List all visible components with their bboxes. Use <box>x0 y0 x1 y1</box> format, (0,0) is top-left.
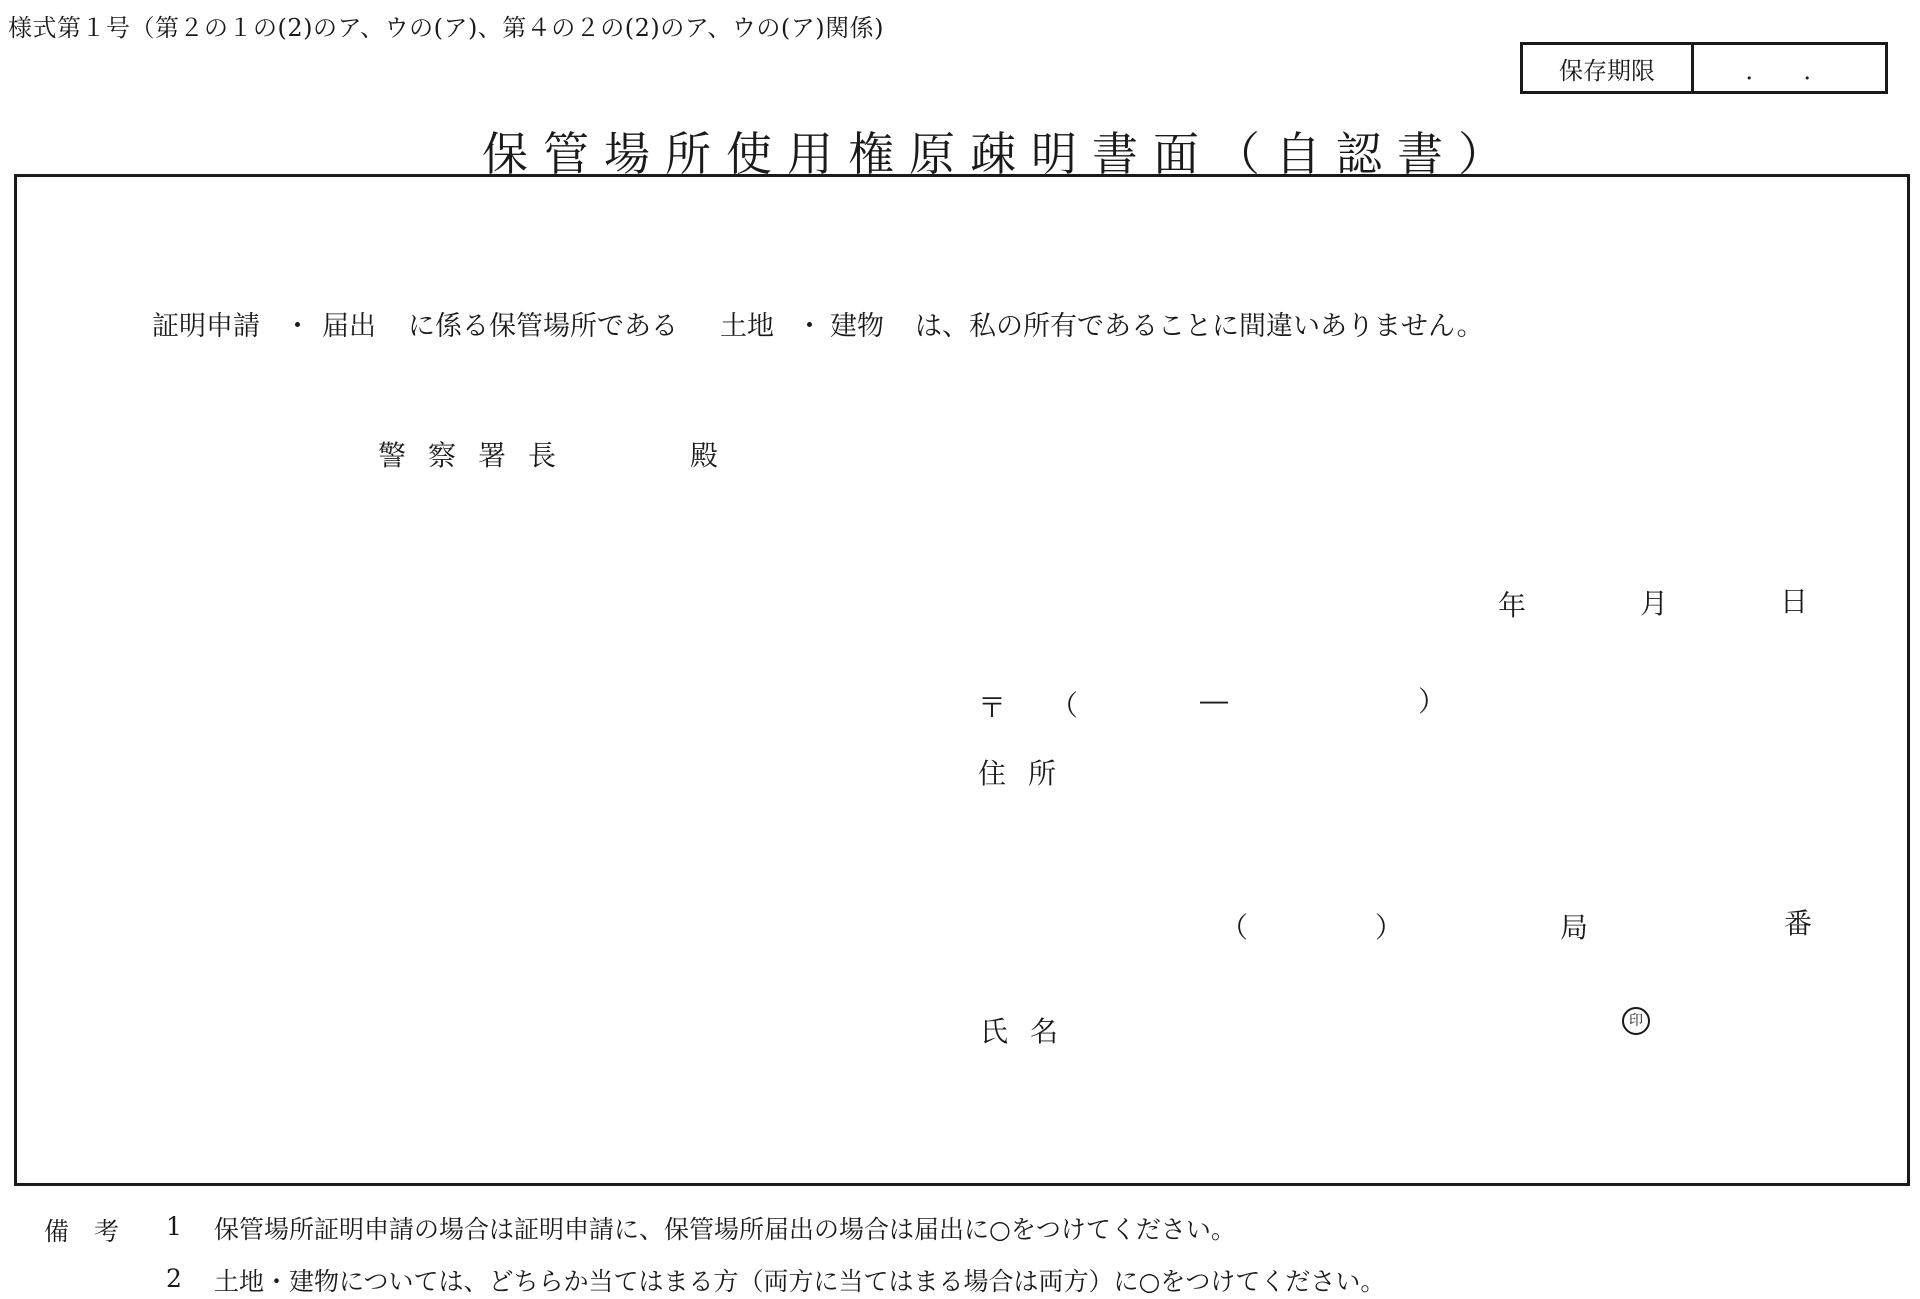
retention-period-field[interactable]: ．． <box>1745 56 1874 85</box>
remark-number: 1 <box>166 1212 182 1241</box>
seal-mark: 印 <box>1622 1007 1650 1035</box>
option-certification-request[interactable]: 証明申請 <box>152 311 260 342</box>
addressee-honorific: 殿 <box>690 439 719 472</box>
date-year-label: 年 <box>1498 589 1527 622</box>
phone-number-label: 番 <box>1784 907 1813 940</box>
address-label: 住所 <box>978 757 1079 790</box>
statement-text-part2: は、私の所有であることに間違いありません。 <box>915 311 1484 342</box>
date-month-label: 月 <box>1640 587 1669 620</box>
option-building[interactable]: 建物 <box>830 311 884 342</box>
option-separator: ・ <box>284 311 311 342</box>
postal-close-paren: ） <box>1418 685 1447 718</box>
option-notification[interactable]: 届出 <box>322 311 376 342</box>
statement-text-part1: に係る保管場所である <box>408 311 678 342</box>
phone-exchange-label: 局 <box>1560 911 1589 944</box>
date-day-label: 日 <box>1780 585 1809 618</box>
postal-mark: 〒 <box>978 691 1007 724</box>
name-label: 氏名 <box>980 1015 1081 1048</box>
option-land[interactable]: 土地 <box>720 311 774 342</box>
remarks-heading: 備 考 <box>44 1217 120 1246</box>
remark-text: 土地・建物については、どちらか当てはまる方（両方に当てはまる場合は両方）に○をつけてください。 <box>214 1267 1386 1296</box>
form-number: 様式第１号（第２の１の(2)のア、ウの(ア)、第４の２の(2)のア、ウの(ア)関係) <box>8 14 884 42</box>
retention-period-box <box>1520 42 1888 94</box>
postal-dash: ― <box>1200 684 1228 717</box>
retention-period-label: 保存期限 <box>1523 45 1694 91</box>
document-title: 保管場所使用権原疎明書面（自認書） <box>482 127 1519 181</box>
postal-open-paren: （ <box>1050 689 1079 722</box>
addressee-police-chief: 警察署長 <box>378 439 579 472</box>
remark-number: 2 <box>166 1264 182 1293</box>
remark-text: 保管場所証明申請の場合は証明申請に、保管場所届出の場合は届出に○をつけてください。 <box>214 1215 1236 1244</box>
phone-close-paren: ） <box>1375 911 1404 944</box>
phone-open-paren: （ <box>1220 911 1249 944</box>
option-separator: ・ <box>796 311 823 342</box>
